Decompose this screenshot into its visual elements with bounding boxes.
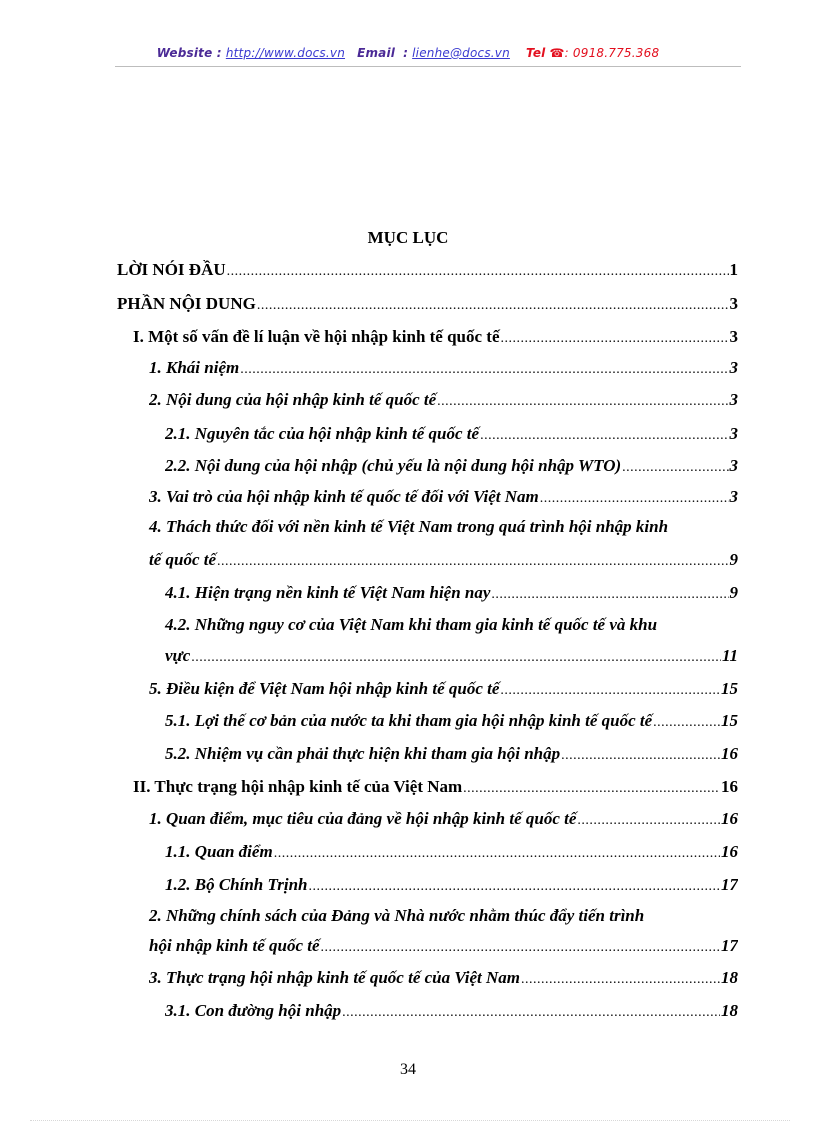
toc-entry[interactable] xyxy=(165,424,738,444)
toc-entry-text: hội nhập kinh tế quốc tế xyxy=(149,936,320,955)
toc-entry-page: 15 xyxy=(721,711,738,730)
toc-entry-text: 2. Nội dung của hội nhập kinh tế quốc tế xyxy=(149,390,437,409)
toc-entry-text: 3.1. Con đường hội nhập xyxy=(165,1001,342,1020)
toc-entry-text: 1. Khái niệm xyxy=(149,358,240,377)
toc-entry-text: 2.2. Nội dung của hội nhập (chủ yếu là nội dung hội nhập WTO) xyxy=(165,456,622,475)
email-separator: : xyxy=(403,46,409,60)
toc-entry-text: 2.1. Nguyên tắc của hội nhập kinh tế quốc tế xyxy=(165,424,480,443)
toc-leader xyxy=(191,650,721,666)
toc-entry-page: 17 xyxy=(721,936,738,955)
toc-entry-text: LỜI NÓI ĐẦU xyxy=(117,260,226,279)
toc-entry-text: PHẦN NỘI DUNG xyxy=(117,294,256,313)
toc-entry[interactable] xyxy=(149,679,738,699)
toc-entry-line1: 4.2. Những nguy cơ của Việt Nam khi tham gia kinh tế quốc tế và khu xyxy=(165,615,658,634)
toc-entry-page: 1 xyxy=(729,260,738,279)
toc-leader xyxy=(342,1005,720,1021)
toc-entry[interactable] xyxy=(117,260,738,280)
toc-leader xyxy=(463,781,720,797)
toc-entry[interactable] xyxy=(165,583,738,603)
page-number: 34 xyxy=(400,1061,416,1078)
toc-entry-page: 16 xyxy=(721,809,738,828)
phone-icon: ☎ xyxy=(549,46,565,60)
toc-entry-page: 16 xyxy=(721,744,738,763)
toc-entry-text: vực xyxy=(165,646,191,665)
toc-entry-page: 16 xyxy=(721,842,738,861)
toc-entry-page: 17 xyxy=(721,875,738,894)
toc-entry-page: 3 xyxy=(729,487,738,506)
toc-leader xyxy=(437,394,728,410)
toc-leader xyxy=(501,331,729,347)
toc-leader xyxy=(561,748,720,764)
toc-entry[interactable] xyxy=(149,390,738,410)
toc-leader xyxy=(321,940,720,956)
toc-entry[interactable] xyxy=(165,744,738,764)
toc-entry-page: 9 xyxy=(729,583,738,602)
toc-leader xyxy=(227,264,729,280)
toc-entry-page: 3 xyxy=(729,456,738,475)
document-header xyxy=(0,46,816,60)
toc-entry[interactable] xyxy=(165,842,738,862)
toc-entry[interactable] xyxy=(149,487,738,507)
toc-entry-line1: 2. Những chính sách của Đảng và Nhà nước nhằm thúc đẩy tiến trình xyxy=(149,906,645,925)
toc-leader xyxy=(274,846,720,862)
toc-leader xyxy=(521,972,720,988)
toc-entry[interactable] xyxy=(149,550,738,570)
toc-entry[interactable] xyxy=(149,358,738,378)
email-label: Email xyxy=(357,46,396,60)
toc-entry-page: 18 xyxy=(721,1001,738,1020)
toc-entry[interactable] xyxy=(149,968,738,988)
toc-leader xyxy=(309,879,720,895)
toc-entry-text: 5. Điều kiện để Việt Nam hội nhập kinh tế quốc tế xyxy=(149,679,500,698)
toc-entry-text: 5.1. Lợi thế cơ bản của nước ta khi tham gia hội nhập kinh tế quốc tế xyxy=(165,711,653,730)
toc-entry[interactable] xyxy=(149,809,738,829)
toc-entry[interactable] xyxy=(133,327,738,347)
toc-leader xyxy=(217,554,728,570)
toc-entry[interactable] xyxy=(165,456,738,476)
toc-entry[interactable] xyxy=(165,1001,738,1021)
toc-entry[interactable] xyxy=(165,646,738,666)
toc-leader xyxy=(480,428,728,444)
website-link[interactable]: http://www.docs.vn xyxy=(225,46,346,60)
toc-entry-text: 1.1. Quan điểm xyxy=(165,842,273,861)
toc-entry-page: 9 xyxy=(729,550,738,569)
toc-entry[interactable] xyxy=(149,936,738,956)
toc-entry[interactable] xyxy=(165,875,738,895)
toc-entry-text: tế quốc tế xyxy=(149,550,217,569)
toc-entry-text: 4.1. Hiện trạng nền kinh tế Việt Nam hiện nay xyxy=(165,583,491,602)
toc-entry-text: 3. Vai trò của hội nhập kinh tế quốc tế đối với Việt Nam xyxy=(149,487,539,506)
toc-leader xyxy=(491,587,728,603)
toc-entry-page: 3 xyxy=(729,424,738,443)
tel-label: Tel xyxy=(525,46,546,60)
toc-entry[interactable] xyxy=(165,711,738,731)
website-label: Website : xyxy=(156,46,222,60)
toc-leader xyxy=(622,460,728,476)
footer-divider xyxy=(30,1120,790,1121)
toc-entry-page: 16 xyxy=(721,777,738,796)
toc-entry-page: 18 xyxy=(721,968,738,987)
toc-entry-text: 1. Quan điểm, mục tiêu của đảng về hội nhập kinh tế quốc tế xyxy=(149,809,577,828)
toc-entry-line1: 4. Thách thức đối với nền kinh tế Việt Nam trong quá trình hội nhập kinh xyxy=(149,517,669,536)
toc-leader xyxy=(653,715,720,731)
toc-entry-text: II. Thực trạng hội nhập kinh tế của Việt Nam xyxy=(133,777,463,796)
toc-entry-page: 3 xyxy=(729,294,738,313)
toc-leader xyxy=(240,362,728,378)
toc-entry-text: I. Một số vấn đề lí luận về hội nhập kinh tế quốc tế xyxy=(133,327,500,346)
toc-entry[interactable] xyxy=(117,294,738,314)
tel-number: : 0918.775.368 xyxy=(564,46,660,60)
toc-entry[interactable] xyxy=(133,777,738,797)
toc-entry-text: 3. Thực trạng hội nhập kinh tế quốc tế của Việt Nam xyxy=(149,968,521,987)
email-link[interactable]: lienhe@docs.vn xyxy=(412,46,510,60)
toc-leader xyxy=(540,491,729,507)
toc-leader xyxy=(500,683,720,699)
toc-entry-page: 15 xyxy=(721,679,738,698)
toc-entry-page: 3 xyxy=(729,327,738,346)
toc-entry-page: 11 xyxy=(721,646,738,665)
toc-entry-text: 1.2. Bộ Chính Trịnh xyxy=(165,875,308,894)
toc-entry-page: 3 xyxy=(729,390,738,409)
toc-entry-text: 5.2. Nhiệm vụ cần phải thực hiện khi tham gia hội nhập xyxy=(165,744,561,763)
toc-entry-page: 3 xyxy=(729,358,738,377)
header-divider xyxy=(115,66,741,67)
toc-leader xyxy=(257,298,729,314)
toc-leader xyxy=(577,813,720,829)
toc-title: MỤC LỤC xyxy=(367,228,449,247)
